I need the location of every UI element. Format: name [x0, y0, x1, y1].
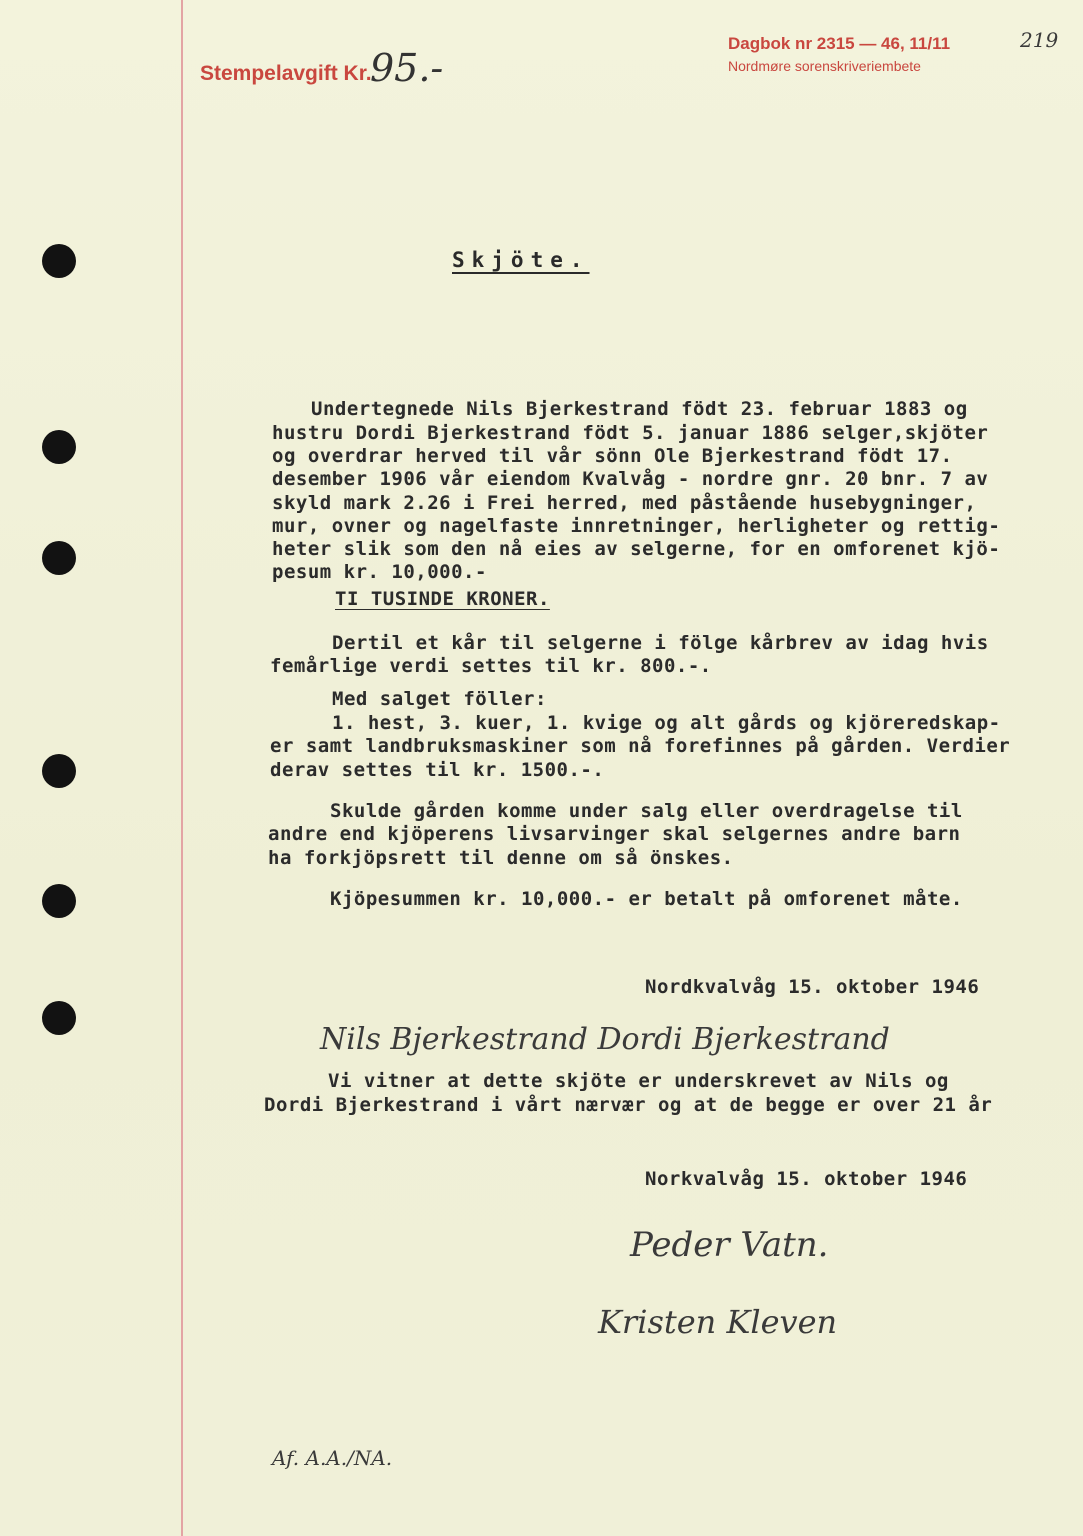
body-line: Undertegnede Nils Bjerkestrand födt 23. februar 1883 og [311, 398, 968, 420]
payment-clause: Kjöpesummen kr. 10,000.- er betalt på omforenet måte. [330, 888, 963, 910]
clause-line: ha forkjöpsrett til denne om så önskes. [268, 847, 734, 869]
witness-line: Dordi Bjerkestrand i vårt nærvær og at de begge er over 21 år [264, 1094, 993, 1116]
clause-line: andre end kjöperens livsarvinger skal selgernes andre barn [268, 823, 961, 845]
punch-hole [42, 244, 76, 278]
place-date-witnesses: Norkvalvåg 15. oktober 1946 [645, 1168, 968, 1190]
witness-signature-2: Kristen Kleven [598, 1303, 838, 1341]
register-office-stamp: Nordmøre sorenskriveriembete [728, 58, 921, 74]
punch-hole [42, 430, 76, 464]
clause-line: derav settes til kr. 1500.-. [270, 759, 605, 781]
body-line: mur, ovner og nagelfaste innretninger, herligheter og rettig- [272, 515, 1001, 537]
witness-line: Vi vitner at dette skjöte er underskrevet av Nils og [328, 1070, 949, 1092]
clause-line: Skulde gården komme under salg eller overdragelse til [330, 800, 963, 822]
place-date-sellers: Nordkvalvåg 15. oktober 1946 [645, 976, 980, 998]
punch-hole [42, 884, 76, 918]
sellers-signatures: Nils Bjerkestrand Dordi Bjerkestrand [320, 1022, 890, 1057]
clause-line: femårlige verdi settes til kr. 800.-. [270, 655, 712, 677]
punch-hole [42, 1001, 76, 1035]
body-line: og overdrar herved til vår sönn Ole Bjerkestrand födt 17. [272, 445, 953, 467]
punch-hole [42, 754, 76, 788]
document-title: Skjöte. [452, 248, 590, 272]
amount-in-words: TI TUSINDE KRONER. [335, 588, 550, 610]
body-line: skyld mark 2.26 i Frei herred, med påstående husebygninger, [272, 492, 977, 514]
clause-line: 1. hest, 3. kuer, 1. kvige og alt gårds og kjöreredskap- [332, 712, 1001, 734]
body-line: pesum kr. 10,000.- [272, 561, 487, 583]
clause-line: er samt landbruksmaskiner som nå forefinnes på gården. Verdier [270, 735, 1011, 757]
fee-amount: 95.- [370, 46, 444, 90]
punch-hole [42, 541, 76, 575]
page-number: 219 [1020, 28, 1059, 52]
body-line: heter slik som den nå eies av selgerne, for en omforenet kjö- [272, 538, 1001, 560]
fee-stamp-label: Stempelavgift Kr. [200, 62, 372, 85]
margin-rule [181, 0, 183, 1536]
registry-initials-note: Af. A.A./NA. [272, 1446, 393, 1470]
witness-signature-1: Peder Vatn. [630, 1225, 829, 1265]
clause-line: Med salget föller: [332, 688, 547, 710]
body-line: desember 1906 vår eiendom Kvalvåg - nordre gnr. 20 bnr. 7 av [272, 468, 989, 490]
clause-line: Dertil et kår til selgerne i fölge kårbrev av idag hvis [332, 632, 989, 654]
body-line: hustru Dordi Bjerkestrand födt 5. januar 1886 selger,skjöter [272, 422, 989, 444]
register-stamp-line: Dagbok nr 2315 — 46, 11/11 [728, 34, 951, 53]
